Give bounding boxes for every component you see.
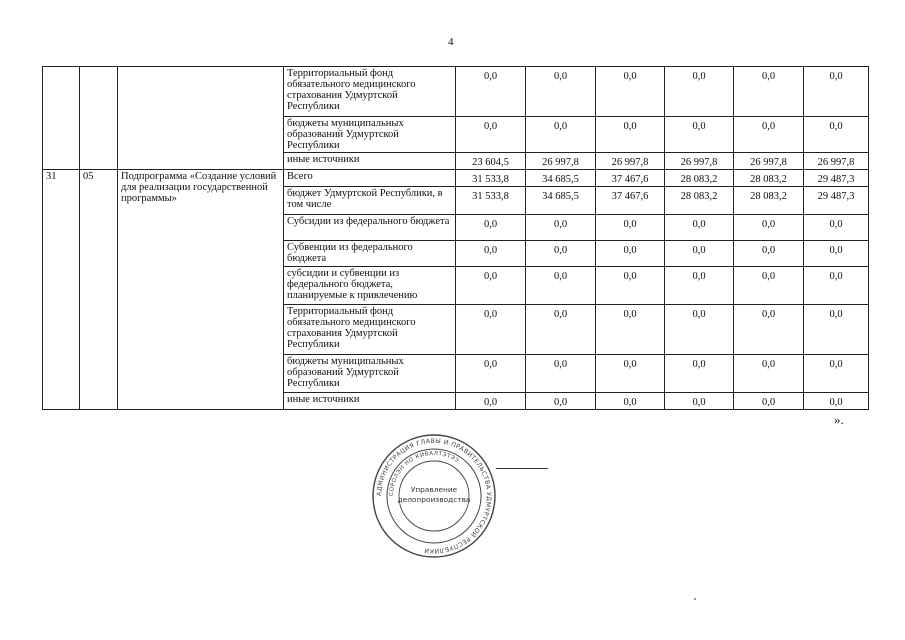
value-cell: 0,0 bbox=[804, 305, 869, 355]
closing-quote: ». bbox=[834, 412, 844, 427]
value-cell: 0,0 bbox=[804, 393, 869, 410]
value-cell: 0,0 bbox=[804, 241, 869, 267]
scan-speck bbox=[694, 598, 696, 600]
code2-cell-empty bbox=[80, 67, 118, 170]
stamp-center-line2: делопроизводства bbox=[397, 495, 471, 504]
value-cell: 0,0 bbox=[456, 267, 526, 305]
value-cell: 0,0 bbox=[526, 355, 596, 393]
stamp-outer-text: АДМИНИСТРАЦИЯ ГЛАВЫ И ПРАВИТЕЛЬСТВА УДМУРТСКОЙ РЕСПУБЛИКИ bbox=[375, 437, 493, 555]
page-number: 4 bbox=[448, 36, 454, 48]
value-cell: 26 997,8 bbox=[665, 153, 734, 170]
value-cell: 0,0 bbox=[596, 267, 665, 305]
budget-table bbox=[42, 66, 869, 410]
value-cell: 0,0 bbox=[665, 67, 734, 117]
value-cell: 0,0 bbox=[804, 117, 869, 153]
table-row bbox=[43, 170, 869, 187]
value-cell: 0,0 bbox=[456, 305, 526, 355]
value-cell: 0,0 bbox=[665, 267, 734, 305]
value-cell: 0,0 bbox=[596, 305, 665, 355]
code1-cell: 31 bbox=[43, 170, 80, 410]
source-cell: иные источники bbox=[284, 153, 456, 170]
stamp-center-line1: Управление bbox=[410, 485, 458, 494]
value-cell: 34 685,5 bbox=[526, 170, 596, 187]
value-cell: 0,0 bbox=[734, 117, 804, 153]
value-cell: 29 487,3 bbox=[804, 187, 869, 215]
value-cell: 26 997,8 bbox=[734, 153, 804, 170]
value-cell: 0,0 bbox=[526, 215, 596, 241]
value-cell: 0,0 bbox=[526, 305, 596, 355]
value-cell: 0,0 bbox=[456, 241, 526, 267]
value-cell: 0,0 bbox=[665, 355, 734, 393]
value-cell: 37 467,6 bbox=[596, 170, 665, 187]
value-cell: 0,0 bbox=[734, 305, 804, 355]
value-cell: 0,0 bbox=[456, 117, 526, 153]
value-cell: 0,0 bbox=[734, 355, 804, 393]
value-cell: 0,0 bbox=[456, 215, 526, 241]
code1-cell-empty bbox=[43, 67, 80, 170]
value-cell: 0,0 bbox=[665, 305, 734, 355]
value-cell: 23 604,5 bbox=[456, 153, 526, 170]
value-cell: 26 997,8 bbox=[526, 153, 596, 170]
value-cell: 0,0 bbox=[665, 241, 734, 267]
value-cell: 0,0 bbox=[596, 393, 665, 410]
value-cell: 0,0 bbox=[665, 215, 734, 241]
value-cell: 0,0 bbox=[526, 67, 596, 117]
value-cell: 0,0 bbox=[526, 267, 596, 305]
value-cell: 0,0 bbox=[596, 117, 665, 153]
value-cell: 0,0 bbox=[596, 67, 665, 117]
value-cell: 0,0 bbox=[596, 241, 665, 267]
stamp-inner-text: СОРОЛЭН НО КИВАЛТЭТЭЗ bbox=[388, 450, 460, 497]
value-cell: 0,0 bbox=[526, 241, 596, 267]
value-cell: 28 083,2 bbox=[734, 170, 804, 187]
value-cell: 0,0 bbox=[734, 393, 804, 410]
source-cell: Субвенции из федерального бюджета bbox=[284, 241, 456, 267]
value-cell: 37 467,6 bbox=[596, 187, 665, 215]
value-cell: 0,0 bbox=[665, 393, 734, 410]
official-stamp bbox=[370, 432, 498, 560]
value-cell: 28 083,2 bbox=[665, 170, 734, 187]
value-cell: 0,0 bbox=[596, 355, 665, 393]
value-cell: 28 083,2 bbox=[734, 187, 804, 215]
value-cell: 31 533,8 bbox=[456, 187, 526, 215]
value-cell: 0,0 bbox=[734, 241, 804, 267]
value-cell: 26 997,8 bbox=[596, 153, 665, 170]
signature-line bbox=[496, 468, 548, 469]
source-cell: иные источники bbox=[284, 393, 456, 410]
value-cell: 0,0 bbox=[456, 393, 526, 410]
source-cell: Территориальный фонд обязательного медицинского страхования Удмуртской Республики bbox=[284, 67, 456, 117]
source-cell: Всего bbox=[284, 170, 456, 187]
value-cell: 0,0 bbox=[734, 267, 804, 305]
value-cell: 0,0 bbox=[596, 215, 665, 241]
value-cell: 29 487,3 bbox=[804, 170, 869, 187]
value-cell: 0,0 bbox=[665, 117, 734, 153]
value-cell: 0,0 bbox=[804, 215, 869, 241]
name-cell-empty bbox=[118, 67, 284, 170]
value-cell: 0,0 bbox=[734, 67, 804, 117]
code2-cell: 05 bbox=[80, 170, 118, 410]
value-cell: 34 685,5 bbox=[526, 187, 596, 215]
source-cell: субсидии и субвенции из федерального бюджета, планируемые к привлечению bbox=[284, 267, 456, 305]
source-cell: бюджеты муниципальных образований Удмуртской Республики bbox=[284, 117, 456, 153]
value-cell: 26 997,8 bbox=[804, 153, 869, 170]
table-row bbox=[43, 67, 869, 117]
source-cell: бюджеты муниципальных образований Удмуртской Республики bbox=[284, 355, 456, 393]
value-cell: 0,0 bbox=[456, 355, 526, 393]
source-cell: Территориальный фонд обязательного медицинского страхования Удмуртской Республики bbox=[284, 305, 456, 355]
value-cell: 0,0 bbox=[804, 267, 869, 305]
budget-table-body bbox=[43, 67, 869, 410]
source-cell: бюджет Удмуртской Республики, в том числе bbox=[284, 187, 456, 215]
value-cell: 0,0 bbox=[456, 67, 526, 117]
subprogram-name-cell: Подпрограмма «Создание условий для реализации государственной программы» bbox=[118, 170, 284, 410]
value-cell: 28 083,2 bbox=[665, 187, 734, 215]
value-cell: 0,0 bbox=[804, 355, 869, 393]
value-cell: 0,0 bbox=[526, 117, 596, 153]
value-cell: 31 533,8 bbox=[456, 170, 526, 187]
source-cell: Субсидии из федерального бюджета bbox=[284, 215, 456, 241]
value-cell: 0,0 bbox=[526, 393, 596, 410]
value-cell: 0,0 bbox=[734, 215, 804, 241]
value-cell: 0,0 bbox=[804, 67, 869, 117]
